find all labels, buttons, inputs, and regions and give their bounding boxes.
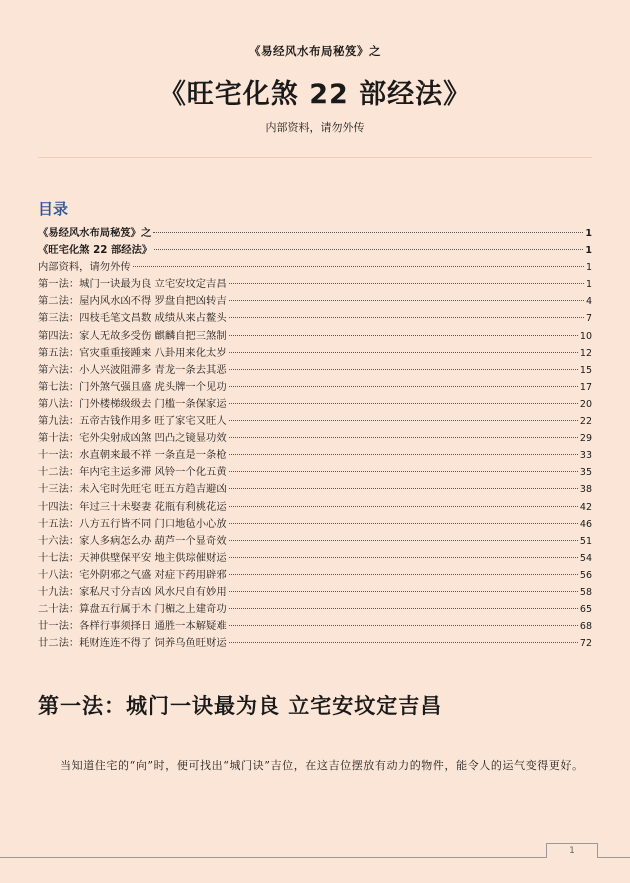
toc-leader-dots: [229, 316, 584, 318]
toc-entry-page: 72: [579, 638, 592, 650]
toc-entry[interactable]: [38, 533, 592, 550]
toc-entry[interactable]: [38, 464, 592, 481]
toc-leader-dots: [229, 624, 578, 626]
toc-entry[interactable]: [38, 396, 592, 413]
toc-leader-dots: [229, 282, 584, 284]
footer-rule-right: [597, 857, 630, 858]
toc-entry[interactable]: [38, 362, 592, 379]
toc-entry-page: 10: [579, 330, 592, 342]
toc-entry-page: 4: [585, 296, 592, 308]
footer-rule: [0, 857, 546, 858]
toc-entry-page: 12: [579, 347, 592, 359]
toc-leader-dots: [229, 641, 578, 643]
subtitle: 内部资料，请勿外传: [265, 121, 365, 134]
toc-entry[interactable]: [38, 584, 592, 601]
toc-entry[interactable]: [38, 567, 592, 584]
toc-entry[interactable]: [38, 618, 592, 635]
series-title: 《易经风水布局秘笈》之: [249, 44, 381, 58]
toc-entry-page: 1: [585, 279, 592, 291]
toc-leader-dots: [229, 487, 578, 489]
toc-entry-title: 第一法：城门一诀最为良 立宅安坟定吉昌: [38, 278, 227, 291]
toc-entry-title: 第九法：五帝古钱作用多 旺了家宅又旺人: [38, 415, 227, 428]
toc-entry[interactable]: [38, 225, 592, 242]
toc-entry[interactable]: [38, 413, 592, 430]
toc-leader-dots: [229, 436, 578, 438]
toc-entry-page: 65: [579, 604, 592, 616]
toc-entry-page: 17: [579, 381, 592, 393]
toc-entry-page: 56: [579, 569, 592, 581]
toc-entry-page: 1: [585, 228, 592, 239]
toc-entry-page: 7: [585, 313, 592, 325]
toc-entry[interactable]: [38, 276, 592, 293]
toc-leader-dots: [154, 248, 583, 250]
toc-entry-page: 15: [579, 364, 592, 376]
toc-leader-dots: [229, 402, 578, 404]
toc-entry-title: 《易经风水布局秘笈》之: [38, 227, 152, 239]
toc-entry-title: 第三法：四枝毛笔文昌数 成绩从来占鳌头: [38, 312, 227, 325]
toc-leader-dots: [229, 590, 578, 592]
section-paragraph: 当知道住宅的“向”时，便可找出“城门诀”吉位，在这吉位摆放有动力的物件，能令人的运气变得更好。: [60, 759, 584, 772]
toc-entry-page: 1: [585, 262, 592, 274]
toc-entry-page: 51: [579, 535, 592, 547]
toc-entry[interactable]: [38, 481, 592, 498]
header-divider: [38, 157, 592, 158]
toc-entry-page: 54: [579, 552, 592, 564]
toc-leader-dots: [229, 368, 578, 370]
toc-entry[interactable]: [38, 499, 592, 516]
toc-entry-title: 内部资料，请勿外传: [38, 261, 131, 274]
toc-entry-title: 第二法：屋内风水凶不得 罗盘自把凶转吉: [38, 295, 227, 308]
section-heading: 第一法：城门一诀最为良 立宅安坟定吉昌: [38, 694, 443, 718]
toc-entry[interactable]: [38, 328, 592, 345]
toc-entry-title: 第四法：家人无故多受伤 麒麟自把三煞制: [38, 329, 227, 342]
toc-entry-title: 第六法：小人兴波阻滞多 青龙一条去其恶: [38, 363, 227, 376]
toc-entry-page: 35: [579, 467, 592, 479]
toc-entry-page: 46: [579, 518, 592, 530]
toc-entry-title: 第十法：宅外尖射成凶煞 凹凸之镜显功效: [38, 432, 227, 445]
toc-entry-page: 38: [579, 484, 592, 496]
toc-entry[interactable]: [38, 379, 592, 396]
toc-entry[interactable]: [38, 310, 592, 327]
toc-leader-dots: [229, 556, 578, 558]
toc-entry-title: 十五法：八方五行皆不同 门口地毡小心放: [38, 517, 227, 530]
toc-entry-title: 十四法：年过三十未娶妻 花瓶有利桃花运: [38, 500, 227, 513]
toc-entry-page: 58: [579, 586, 592, 598]
toc-leader-dots: [229, 522, 578, 524]
toc-entry-page: 20: [579, 398, 592, 410]
toc-entry[interactable]: [38, 601, 592, 618]
toc-leader-dots: [153, 231, 583, 233]
toc-entry[interactable]: [38, 259, 592, 276]
toc-entry-title: 《旺宅化煞 22 部经法》: [38, 244, 153, 257]
toc-leader-dots: [229, 419, 578, 421]
toc-leader-dots: [229, 299, 584, 301]
toc-entry-title: 廿一法：各样行事须择日 通胜一本解疑难: [38, 620, 227, 633]
page-number: 1: [546, 843, 598, 858]
toc-entry-page: 22: [579, 416, 592, 428]
toc-entry[interactable]: [38, 293, 592, 310]
toc-entry-title: 十六法：家人多病怎么办 葫芦一个显奇效: [38, 534, 227, 547]
main-title: 《旺宅化煞 22 部经法》: [158, 79, 472, 110]
table-of-contents: [38, 225, 592, 652]
toc-entry-page: 68: [579, 621, 592, 633]
toc-entry[interactable]: [38, 345, 592, 362]
toc-heading: 目录: [38, 200, 69, 218]
toc-entry-title: 廿二法：耗财连连不得了 饲养乌鱼旺财运: [38, 637, 227, 650]
toc-entry-page: 29: [579, 433, 592, 445]
toc-leader-dots: [229, 385, 578, 387]
toc-leader-dots: [229, 505, 578, 507]
toc-entry-title: 十一法：水直朝来最不祥 一条直是一条枪: [38, 449, 227, 462]
toc-entry[interactable]: [38, 430, 592, 447]
toc-entry-page: 33: [579, 450, 592, 462]
toc-leader-dots: [229, 607, 578, 609]
toc-entry-title: 十七法：天神供壁保平安 地主供琮催财运: [38, 551, 227, 564]
toc-entry-title: 十九法：家私尺寸分吉凶 风水尺自有妙用: [38, 585, 227, 598]
toc-leader-dots: [229, 470, 578, 472]
toc-entry-page: 42: [579, 501, 592, 513]
toc-entry-title: 十三法：未入宅时先旺宅 旺五方趋吉避凶: [38, 483, 227, 496]
toc-entry-page: 1: [585, 245, 592, 257]
toc-entry[interactable]: [38, 516, 592, 533]
toc-entry[interactable]: [38, 550, 592, 567]
toc-entry[interactable]: [38, 635, 592, 652]
toc-entry-title: 十八法：宅外阴邪之气盛 对症下药用辟邪: [38, 568, 227, 581]
toc-leader-dots: [229, 334, 578, 336]
toc-entry-title: 第五法：官灾重重接踵来 八卦用来化太岁: [38, 346, 227, 359]
toc-leader-dots: [229, 453, 578, 455]
toc-leader-dots: [133, 265, 584, 267]
toc-leader-dots: [229, 539, 578, 541]
toc-entry-title: 第七法：门外煞气强且盛 虎头牌一个见功: [38, 380, 227, 393]
toc-leader-dots: [229, 573, 578, 575]
toc-entry-title: 十二法：年内宅主运多滞 风铃一个化五黄: [38, 466, 227, 479]
toc-entry[interactable]: [38, 242, 592, 259]
toc-entry-title: 第八法：门外楼梯级级去 门槛一条保家运: [38, 397, 227, 410]
toc-leader-dots: [229, 351, 578, 353]
toc-entry[interactable]: [38, 447, 592, 464]
toc-entry-title: 二十法：算盘五行属于木 门楣之上建奇功: [38, 603, 227, 616]
